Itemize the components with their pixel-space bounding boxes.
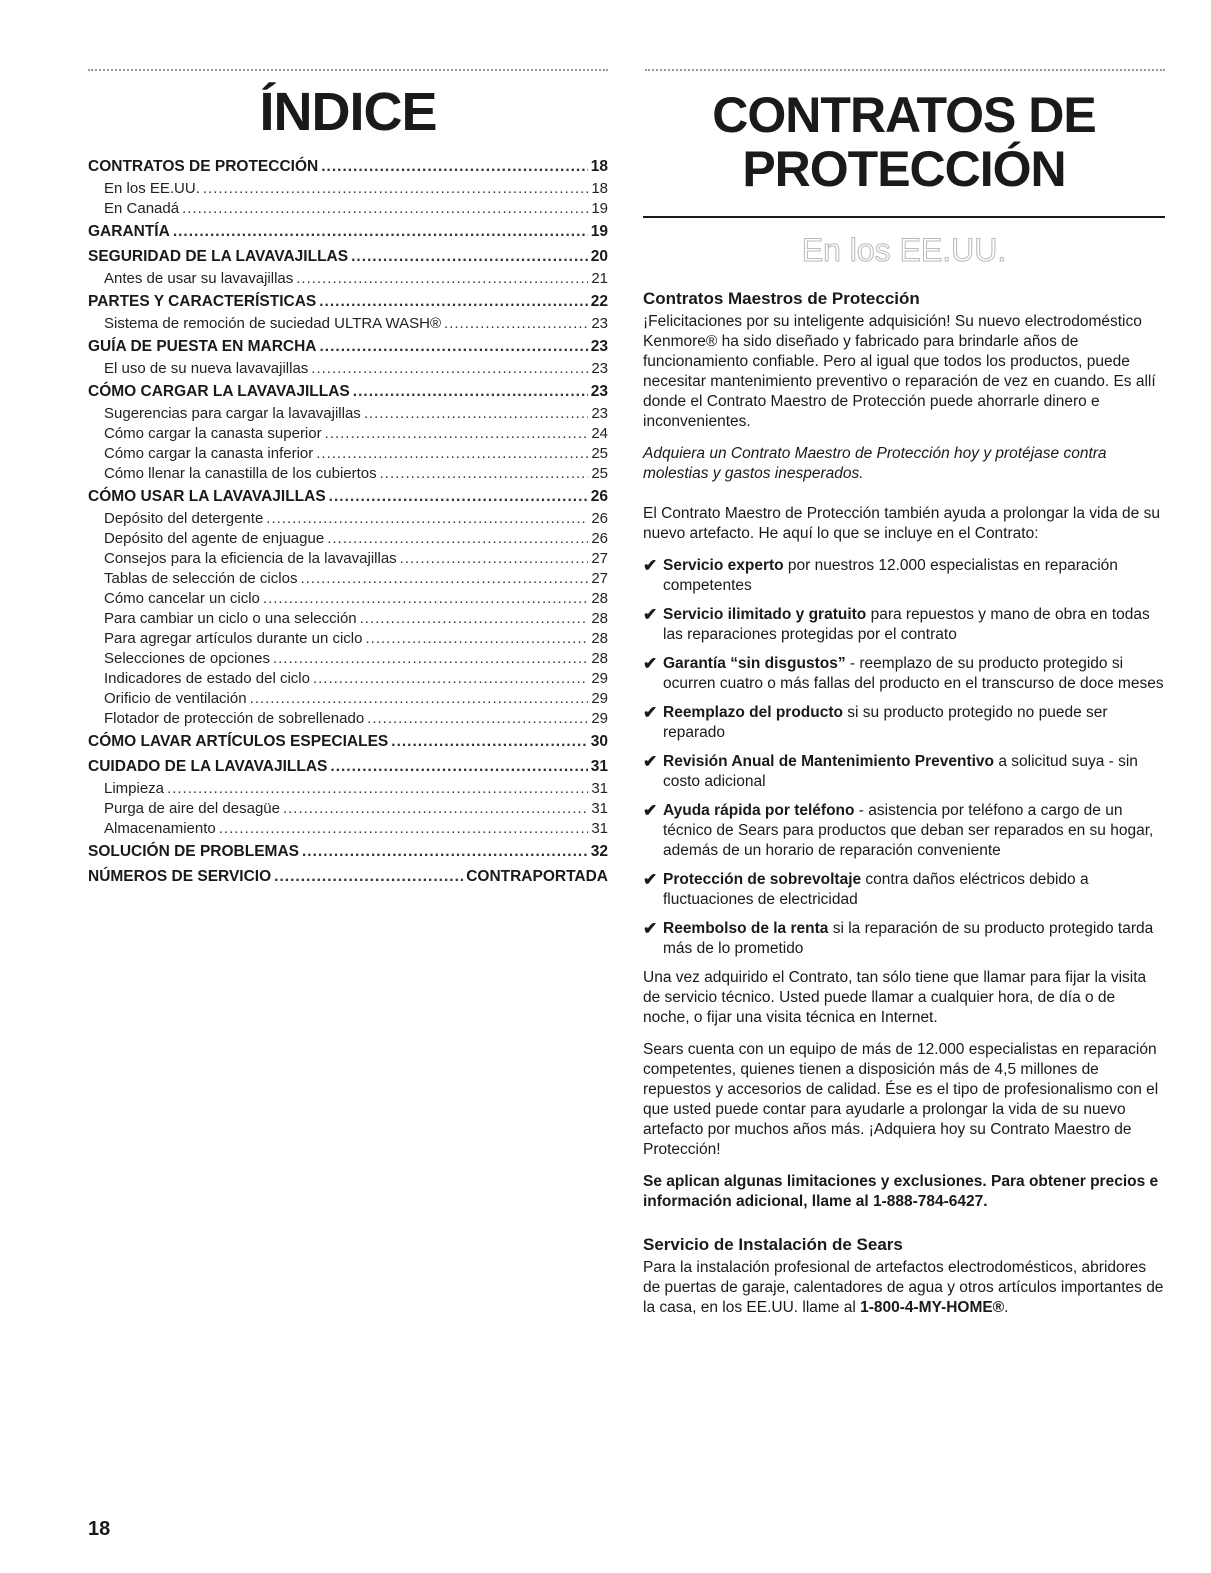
installation-paragraph bbox=[643, 1258, 1165, 1318]
toc-entry-page: 27 bbox=[591, 550, 608, 567]
toc-dot-leader bbox=[319, 289, 588, 314]
toc-section-entry bbox=[88, 334, 608, 359]
toc-dot-leader bbox=[321, 154, 588, 179]
heading-rule bbox=[643, 216, 1165, 218]
benefit-title: Protección de sobrevoltaje bbox=[663, 871, 862, 888]
toc-section-entry bbox=[88, 379, 608, 404]
toc-dot-leader bbox=[380, 464, 589, 484]
toc-dot-leader bbox=[320, 334, 588, 359]
toc-entry-label: Cómo cargar la canasta superior bbox=[104, 425, 322, 442]
toc-dot-leader bbox=[296, 269, 588, 289]
toc-dot-leader bbox=[266, 509, 588, 529]
page-heading bbox=[643, 88, 1165, 196]
toc-section-entry bbox=[88, 754, 608, 779]
toc-subsection-entry bbox=[88, 404, 608, 424]
toc-entry-label: CONTRATOS DE PROTECCIÓN bbox=[88, 158, 319, 175]
benefit-description: si la reparación de su producto protegido tarda más de lo prometido bbox=[663, 920, 1154, 957]
benefit-description: por nuestros 12.000 especialistas en reparación competentes bbox=[663, 557, 1118, 594]
toc-entry-page: 28 bbox=[591, 630, 608, 647]
toc-subsection-entry bbox=[88, 709, 608, 729]
toc-subsection-entry bbox=[88, 199, 608, 219]
limitations-paragraph: Se aplican algunas limitaciones y exclusiones. Para obtener precios e información adicional, llame al 1-888-784-6427. bbox=[643, 1173, 1159, 1210]
toc-entry-label: Limpieza bbox=[104, 780, 165, 797]
checkmark-icon: ✔ bbox=[643, 801, 658, 820]
toc-entry-page: 30 bbox=[590, 733, 608, 750]
benefit-title: Reemplazo del producto bbox=[663, 704, 843, 721]
installation-phone: 1-800-4-MY-HOME® bbox=[860, 1299, 1005, 1316]
toc-dot-leader bbox=[274, 864, 463, 889]
toc-entry-page: 18 bbox=[590, 158, 608, 175]
benefit-text bbox=[663, 752, 1165, 792]
toc-section-entry bbox=[88, 244, 608, 269]
toc-entry-page: 25 bbox=[591, 465, 608, 482]
toc-entry-label: Purga de aire del desagüe bbox=[104, 800, 280, 817]
toc-entry-label: Consejos para la eficiencia de la lavavajillas bbox=[104, 550, 397, 567]
toc-entry-label: Antes de usar su lavavajillas bbox=[104, 270, 294, 287]
toc-entry-page: 28 bbox=[591, 590, 608, 607]
toc-entry-page: 29 bbox=[591, 670, 608, 687]
toc-dot-leader bbox=[300, 569, 588, 589]
benefit-description: si su producto protegido no puede ser reparado bbox=[663, 704, 1108, 741]
checkmark-icon: ✔ bbox=[643, 654, 658, 673]
toc-entry-page: 22 bbox=[590, 293, 608, 310]
toc-subsection-entry bbox=[88, 569, 608, 589]
toc-entry-page: 18 bbox=[591, 180, 608, 197]
toc-entry-label: CÓMO USAR LA LAVAVAJILLAS bbox=[88, 488, 326, 505]
toc-dot-leader bbox=[351, 244, 588, 269]
toc-subsection-entry bbox=[88, 269, 608, 289]
page-heading-line-1: CONTRATOS DE bbox=[712, 87, 1096, 143]
toc-subsection-entry bbox=[88, 819, 608, 839]
benefit-text bbox=[663, 919, 1165, 959]
benefit-title: Servicio experto bbox=[663, 557, 784, 574]
toc-entry-page: CONTRAPORTADA bbox=[466, 868, 608, 885]
benefit-item bbox=[643, 605, 1165, 645]
benefit-description: - reemplazo de su producto protegido si ocurren cuatro o más fallas del producto en el transcurso de doce meses bbox=[663, 655, 1164, 692]
toc-entry-label: Cómo llenar la canastilla de los cubiertos bbox=[104, 465, 377, 482]
toc-entry-page: 23 bbox=[590, 338, 608, 355]
toc-entry-page: 19 bbox=[591, 200, 608, 217]
benefit-description: contra daños eléctricos debido a fluctuaciones de electricidad bbox=[663, 871, 1089, 908]
toc-entry-page: 23 bbox=[591, 405, 608, 422]
benefit-item bbox=[643, 703, 1165, 743]
toc-section-entry bbox=[88, 219, 608, 244]
toc-entry-page: 31 bbox=[590, 758, 608, 775]
toc-entry-page: 26 bbox=[590, 488, 608, 505]
toc-entry-label: SOLUCIÓN DE PROBLEMAS bbox=[88, 843, 299, 860]
toc-subsection-entry bbox=[88, 424, 608, 444]
toc-subsection-entry bbox=[88, 314, 608, 334]
toc-subsection-entry bbox=[88, 529, 608, 549]
toc-entry-label: Orificio de ventilación bbox=[104, 690, 247, 707]
section-subtitle: En los EE.UU. bbox=[801, 232, 1007, 268]
toc-entry-page: 31 bbox=[591, 800, 608, 817]
toc-entry-page: 26 bbox=[591, 510, 608, 527]
toc-dot-leader bbox=[283, 799, 588, 819]
toc-dot-leader bbox=[219, 819, 589, 839]
toc-entry-label: Cómo cancelar un ciclo bbox=[104, 590, 260, 607]
toc-subsection-entry bbox=[88, 669, 608, 689]
benefit-description: para repuestos y mano de obra en todas las reparaciones protegidas por el contrato bbox=[663, 606, 1150, 643]
toc-section-entry bbox=[88, 484, 608, 509]
toc-dot-leader bbox=[364, 404, 589, 424]
toc-subsection-entry bbox=[88, 549, 608, 569]
table-of-contents bbox=[88, 82, 608, 889]
toc-entry-label: CÓMO LAVAR ARTÍCULOS ESPECIALES bbox=[88, 733, 389, 750]
toc-dot-leader bbox=[325, 424, 589, 444]
toc-subsection-entry bbox=[88, 589, 608, 609]
benefit-item bbox=[643, 654, 1165, 694]
toc-entry-page: 20 bbox=[590, 248, 608, 265]
toc-entry-page: 23 bbox=[590, 383, 608, 400]
toc-entry-label: Tablas de selección de ciclos bbox=[104, 570, 298, 587]
toc-subsection-entry bbox=[88, 649, 608, 669]
toc-dot-leader bbox=[444, 314, 588, 334]
benefit-title: Ayuda rápida por teléfono bbox=[663, 802, 855, 819]
toc-dot-leader bbox=[302, 839, 588, 864]
benefit-title: Reembolso de la renta bbox=[663, 920, 829, 937]
toc-section-entry bbox=[88, 864, 608, 889]
toc-subsection-entry bbox=[88, 629, 608, 649]
toc-entry-label: Indicadores de estado del ciclo bbox=[104, 670, 310, 687]
benefit-title: Servicio ilimitado y gratuito bbox=[663, 606, 867, 623]
toc-entry-label: GARANTÍA bbox=[88, 223, 170, 240]
benefit-text bbox=[663, 801, 1165, 861]
toc-dot-leader bbox=[400, 549, 589, 569]
toc-dot-leader bbox=[329, 484, 588, 509]
toc-entry-label: Sugerencias para cargar la lavavajillas bbox=[104, 405, 361, 422]
benefit-text bbox=[663, 556, 1165, 596]
toc-list bbox=[88, 154, 608, 889]
toc-section-entry bbox=[88, 729, 608, 754]
benefit-description: - asistencia por teléfono a cargo de un técnico de Sears para productos que deban ser reparados en su hogar, además de un horario de reparación conveniente bbox=[663, 802, 1154, 859]
toc-dot-leader bbox=[367, 709, 588, 729]
toc-entry-page: 32 bbox=[590, 843, 608, 860]
toc-section-entry bbox=[88, 154, 608, 179]
checkmark-icon: ✔ bbox=[643, 556, 658, 575]
top-dotted-rule-left bbox=[88, 69, 608, 71]
toc-entry-label: Depósito del detergente bbox=[104, 510, 264, 527]
benefit-title: Garantía “sin disgustos” bbox=[663, 655, 846, 672]
toc-dot-leader bbox=[203, 179, 588, 199]
checkmark-icon: ✔ bbox=[643, 870, 658, 889]
toc-dot-leader bbox=[365, 629, 588, 649]
top-dotted-rule-right bbox=[645, 69, 1165, 71]
toc-dot-leader bbox=[316, 444, 588, 464]
toc-entry-label: CÓMO CARGAR LA LAVAVAJILLAS bbox=[88, 383, 350, 400]
toc-entry-label: GUÍA DE PUESTA EN MARCHA bbox=[88, 338, 317, 355]
toc-entry-page: 21 bbox=[591, 270, 608, 287]
toc-subsection-entry bbox=[88, 689, 608, 709]
toc-entry-label: Selecciones de opciones bbox=[104, 650, 270, 667]
toc-entry-page: 23 bbox=[591, 315, 608, 332]
toc-entry-page: 23 bbox=[591, 360, 608, 377]
checkmark-icon: ✔ bbox=[643, 919, 658, 938]
checkmark-icon: ✔ bbox=[643, 605, 658, 624]
toc-entry-label: NÚMEROS DE SERVICIO bbox=[88, 868, 272, 885]
toc-entry-label: En Canadá bbox=[104, 200, 180, 217]
benefit-text bbox=[663, 654, 1165, 694]
section-title-installation: Servicio de Instalación de Sears bbox=[643, 1235, 903, 1254]
toc-entry-page: 27 bbox=[591, 570, 608, 587]
page-heading-line-2: PROTECCIÓN bbox=[742, 141, 1066, 197]
sears-team-paragraph: Sears cuenta con un equipo de más de 12.000 especialistas en reparación competentes, quienes tienen a disposición más de 4,5 millones de repuestos y accesorios de calidad. Ése es el tipo de profesionalismo con el que usted puede contar para ayudarle a prolongar la vida de su nuevo artefacto por muchos años más. ¡Adquiera hoy su Contrato Maestro de Protección! bbox=[643, 1041, 1159, 1158]
toc-dot-leader bbox=[250, 689, 589, 709]
benefit-text bbox=[663, 703, 1165, 743]
benefit-title: Revisión Anual de Mantenimiento Preventivo bbox=[663, 753, 995, 770]
toc-subsection-entry bbox=[88, 464, 608, 484]
after-purchase-paragraph: Una vez adquirido el Contrato, tan sólo tiene que llamar para fijar la visita de servicio técnico. Usted puede llamar a cualquier hora, de día o de noche, o fijar una visita técnica en Internet. bbox=[643, 969, 1147, 1026]
toc-dot-leader bbox=[353, 379, 588, 404]
toc-subsection-entry bbox=[88, 509, 608, 529]
toc-subsection-entry bbox=[88, 779, 608, 799]
installation-end: . bbox=[1004, 1299, 1009, 1316]
toc-entry-label: CUIDADO DE LA LAVAVAJILLAS bbox=[88, 758, 328, 775]
protection-contracts-column bbox=[643, 82, 1165, 1330]
toc-dot-leader bbox=[167, 779, 588, 799]
toc-entry-label: Para cambiar un ciclo o una selección bbox=[104, 610, 357, 627]
toc-dot-leader bbox=[311, 359, 588, 379]
toc-entry-label: SEGURIDAD DE LA LAVAVAJILLAS bbox=[88, 248, 349, 265]
toc-entry-page: 31 bbox=[591, 820, 608, 837]
toc-entry-label: Depósito del agente de enjuague bbox=[104, 530, 325, 547]
toc-subsection-entry bbox=[88, 609, 608, 629]
toc-dot-leader bbox=[327, 529, 588, 549]
toc-entry-label: Sistema de remoción de suciedad ULTRA WASH® bbox=[104, 315, 442, 332]
toc-dot-leader bbox=[330, 754, 587, 779]
toc-entry-page: 24 bbox=[591, 425, 608, 442]
benefit-item bbox=[643, 752, 1165, 792]
benefit-description: a solicitud suya - sin costo adicional bbox=[663, 753, 1138, 790]
toc-entry-page: 29 bbox=[591, 710, 608, 727]
toc-entry-page: 28 bbox=[591, 610, 608, 627]
toc-section-entry bbox=[88, 839, 608, 864]
toc-entry-label: Flotador de protección de sobrellenado bbox=[104, 710, 365, 727]
toc-entry-page: 19 bbox=[590, 223, 608, 240]
page-number: 18 bbox=[88, 1518, 111, 1540]
benefit-item bbox=[643, 870, 1165, 910]
toc-entry-label: El uso de su nueva lavavajillas bbox=[104, 360, 309, 377]
toc-dot-leader bbox=[182, 199, 588, 219]
toc-entry-label: PARTES Y CARACTERÍSTICAS bbox=[88, 293, 317, 310]
italic-callout: Adquiera un Contrato Maestro de Protección hoy y protéjase contra molestias y gastos inesperados. bbox=[643, 445, 1107, 482]
toc-entry-label: En los EE.UU. bbox=[104, 180, 200, 197]
toc-entry-label: Para agregar artículos durante un ciclo bbox=[104, 630, 363, 647]
toc-dot-leader bbox=[273, 649, 588, 669]
toc-dot-leader bbox=[173, 219, 588, 244]
toc-subsection-entry bbox=[88, 359, 608, 379]
toc-dot-leader bbox=[360, 609, 589, 629]
benefit-text bbox=[663, 870, 1165, 910]
toc-entry-page: 31 bbox=[591, 780, 608, 797]
benefits-list bbox=[643, 556, 1165, 959]
benefit-item bbox=[643, 919, 1165, 959]
toc-entry-label: Cómo cargar la canasta inferior bbox=[104, 445, 314, 462]
section-title-master-contracts: Contratos Maestros de Protección bbox=[643, 289, 920, 308]
toc-dot-leader bbox=[391, 729, 587, 754]
includes-paragraph: El Contrato Maestro de Protección también ayuda a prolongar la vida de su nuevo artefacto. He aquí lo que se incluye en el Contrato: bbox=[643, 505, 1160, 542]
toc-title: ÍNDICE bbox=[259, 82, 437, 142]
toc-entry-label: Almacenamiento bbox=[104, 820, 216, 837]
toc-entry-page: 28 bbox=[591, 650, 608, 667]
benefit-item bbox=[643, 801, 1165, 861]
toc-section-entry bbox=[88, 289, 608, 314]
toc-subsection-entry bbox=[88, 179, 608, 199]
toc-entry-page: 26 bbox=[591, 530, 608, 547]
intro-paragraph: ¡Felicitaciones por su inteligente adquisición! Su nuevo electrodoméstico Kenmore® ha sido diseñado y fabricado para brindarle años de funcionamiento confiable. Pero al igual que todos los productos, puede necesitar mantenimiento preventivo o reparación de vez en cuando. Es allí donde el Contrato Maestro de Protección puede ahorrarle dinero e inconvenientes. bbox=[643, 313, 1156, 430]
benefit-item bbox=[643, 556, 1165, 596]
checkmark-icon: ✔ bbox=[643, 703, 658, 722]
toc-subsection-entry bbox=[88, 444, 608, 464]
checkmark-icon: ✔ bbox=[643, 752, 658, 771]
toc-dot-leader bbox=[263, 589, 588, 609]
toc-entry-page: 25 bbox=[591, 445, 608, 462]
installation-text: Para la instalación profesional de artefactos electrodomésticos, abridores de puertas de garaje, calentadores de agua y otros artículos importantes de la casa, en los EE.UU. llame al bbox=[643, 1259, 1164, 1316]
benefit-text bbox=[663, 605, 1165, 645]
toc-dot-leader bbox=[313, 669, 588, 689]
toc-entry-page: 29 bbox=[591, 690, 608, 707]
toc-subsection-entry bbox=[88, 799, 608, 819]
